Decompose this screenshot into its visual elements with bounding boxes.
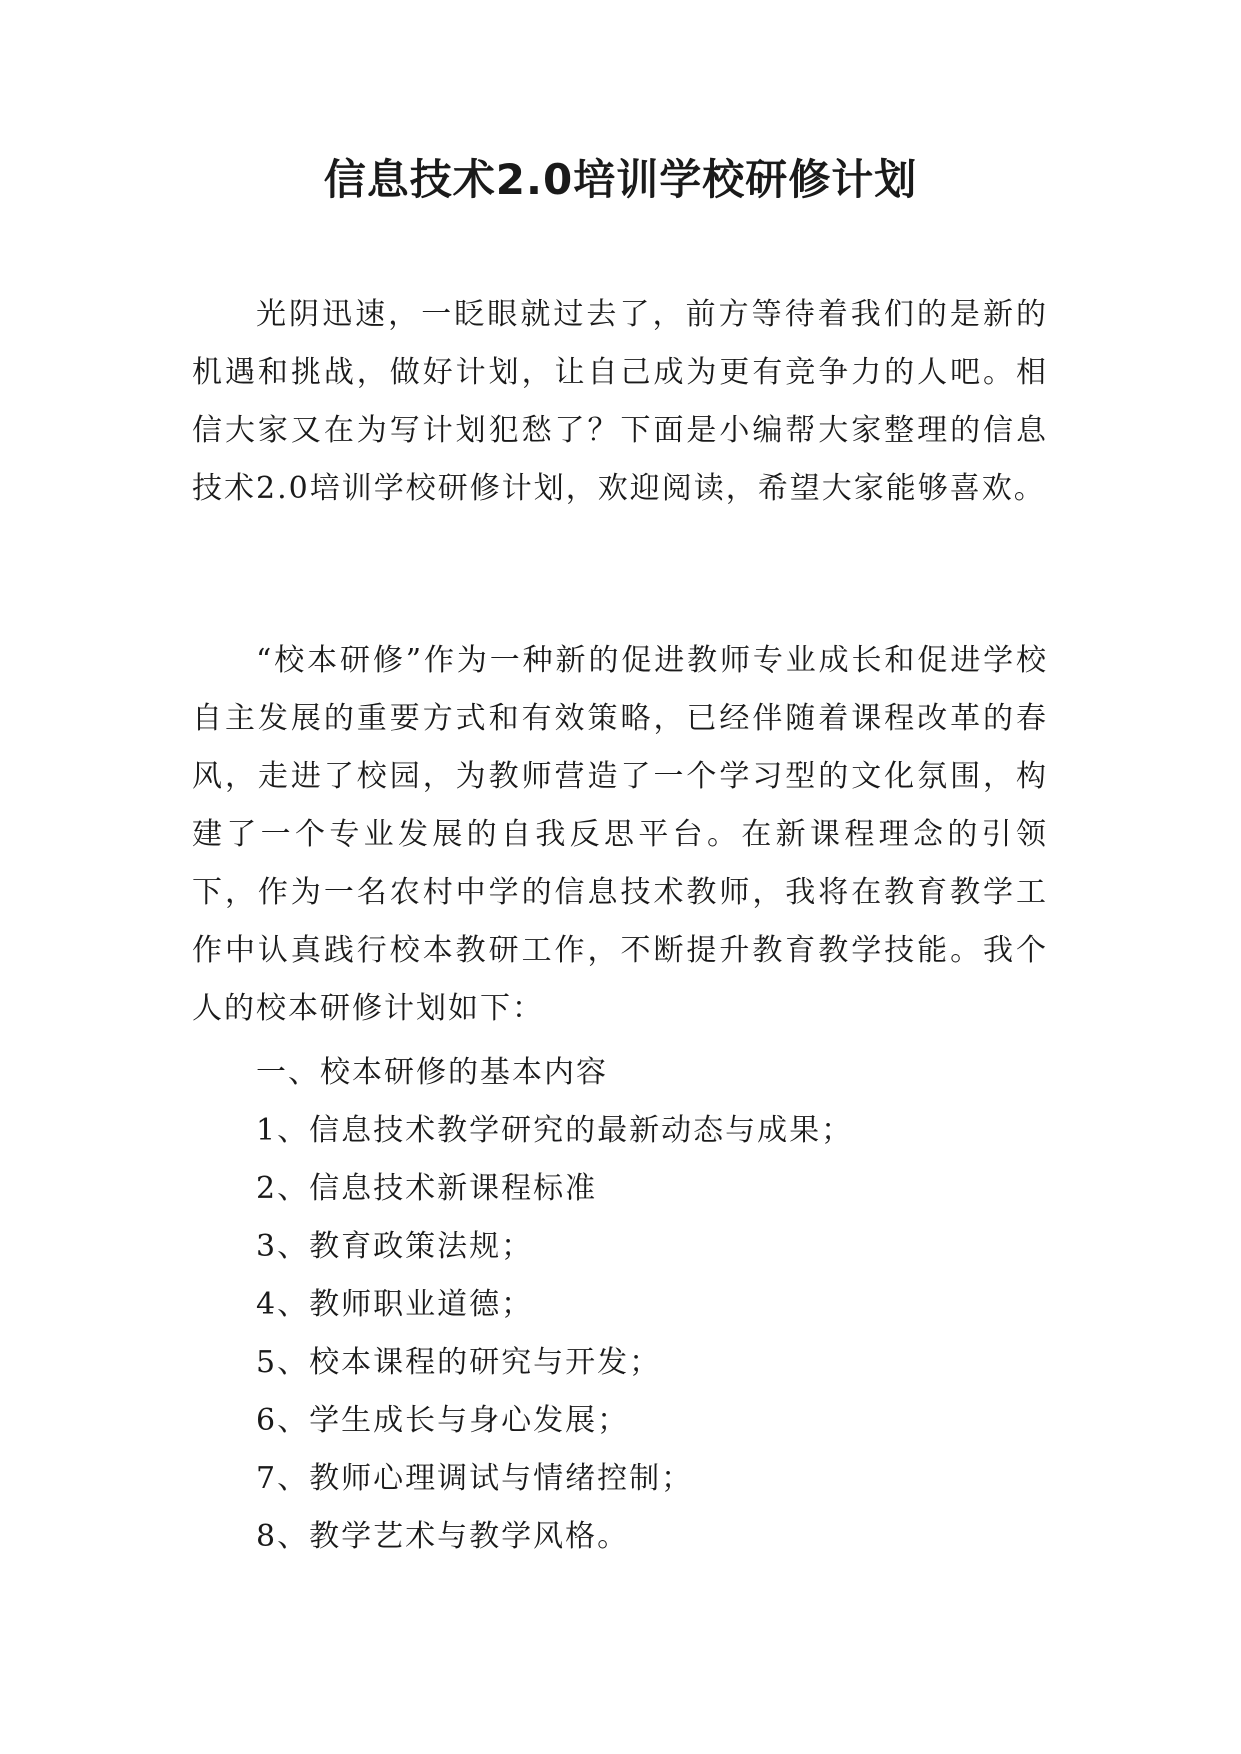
list-item: 6、学生成长与身心发展；	[256, 1403, 630, 1438]
list-item: 4、教师职业道德；	[256, 1287, 534, 1322]
list-item: 2、信息技术新课程标准	[256, 1171, 598, 1206]
list-item: 1、信息技术教学研究的最新动态与成果；	[256, 1113, 854, 1148]
intro-paragraph: 光阴迅速，一眨眼就过去了，前方等待着我们的是新的机遇和挑战，做好计划，让自己成为更有竞争力的人吧。相信大家又在为写计划犯愁了？下面是小编帮大家整理的信息技术2.0培训学校研修计划，欢迎阅读，希望大家能够喜欢。	[192, 297, 1048, 506]
body-paragraph: “校本研修”作为一种新的促进教师专业成长和促进学校自主发展的重要方式和有效策略，已经伴随着课程改革的春风，走进了校园，为教师营造了一个学习型的文化氛围，构建了一个专业发展的自我反思平台。在新课程理念的引领下，作为一名农村中学的信息技术教师，我将在教育教学工作中认真践行校本教研工作，不断提升教育教学技能。我个人的校本研修计划如下：	[192, 643, 1048, 1026]
list-item: 8、教学艺术与教学风格。	[256, 1519, 630, 1554]
list-item: 3、教育政策法规；	[256, 1229, 534, 1264]
content-list	[256, 1044, 1048, 1566]
document-title: 信息技术2.0培训学校研修计划	[323, 155, 918, 204]
list-item: 5、校本课程的研究与开发；	[256, 1345, 662, 1380]
list-item: 7、教师心理调试与情绪控制；	[256, 1461, 694, 1496]
section-heading: 一、校本研修的基本内容	[256, 1055, 608, 1090]
